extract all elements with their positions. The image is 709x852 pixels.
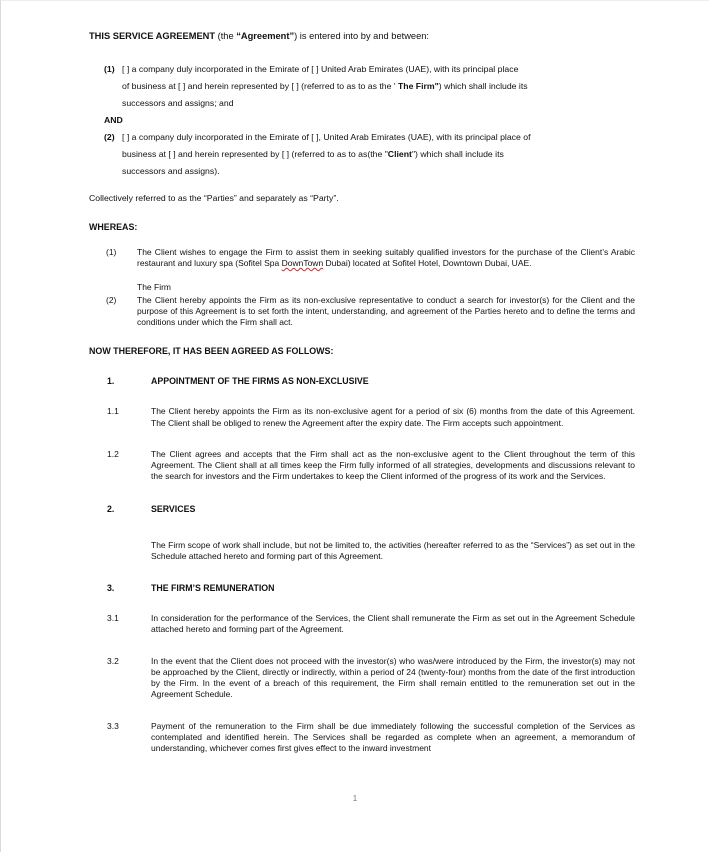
party-1-line-3: successors and assigns; and [122, 98, 234, 109]
whereas-item-2-text: The Client hereby appoints the Firm as its non-exclusive representative to conduct a search for investor(s) for the Client and the purpose of this Agreement is to set forth the intent, understanding, and agreement of the Parties hereto and to define the terms and conditions under which the Firm shall act. [137, 294, 635, 328]
clause-2-title: SERVICES [151, 503, 196, 514]
agreement-opening-mid: (the [215, 31, 237, 41]
subclause-3-2-text: In the event that the Client does not proceed with the investor(s) who was/were introduced by the Firm, the investor(s) may not be approached by the Client, directly or indirectly, within a period of 24 (twenty-four) months from the date of the first introduction by the Firm. In the event of a breach of this requirement, the Firm shall remain entitled to the remuneration set out in the Agreement Schedule. [151, 655, 635, 700]
now-therefore-heading: NOW THEREFORE, IT HAS BEEN AGREED AS FOLLOWS: [89, 345, 334, 356]
whereas-item-1-number: (1) [106, 246, 117, 257]
now-therefore-text: NOW THEREFORE, IT HAS BEEN AGREED AS FOLLOWS [89, 345, 331, 356]
party-1-line-2-pre: of business at [ ] and herein represented by [ ] (referred to as to as the ' [122, 81, 398, 92]
party-1-line-1: [ ] a company duly incorporated in the Emirate of [ ] United Arab Emirates (UAE), with its principal place [122, 64, 519, 75]
subclause-3-1-text: In consideration for the performance of the Services, the Client shall remunerate the Firm as set out in the Agreement Schedule attached hereto and forming part of the Agreement. [151, 612, 635, 635]
the-firm-stray-line: The Firm [137, 282, 171, 293]
subclause-3-3 [89, 721, 635, 755]
clause-2-number: 2. [107, 503, 115, 514]
party-2-defined-term: Client [387, 149, 412, 159]
subclause-3-1-number: 3.1 [107, 612, 119, 623]
clause-heading-2 [89, 505, 635, 514]
party-2-line-1: [ ] a company duly incorporated in the Emirate of [ ], United Arab Emirates (UAE), with its principal place of [122, 132, 531, 143]
subclause-3-2 [89, 656, 635, 701]
party-2-line-2-pre: business at [ ] and herein represented by [ ] (referred to as to as(the " [122, 149, 388, 159]
clause-3-title: THE FIRM’S REMUNERATION [151, 583, 275, 594]
subclause-1-1 [89, 406, 635, 429]
whereas-list [89, 247, 635, 329]
whereas-item-1 [89, 247, 635, 270]
party-1-number: (1) [104, 64, 115, 75]
subclause-1-2-number: 1.2 [107, 448, 119, 459]
party-1-line-2-post: ) which shall include its [438, 81, 528, 92]
party-1-line-2 [122, 78, 635, 95]
whereas-heading-text: WHEREAS [89, 221, 135, 232]
agreement-opening-tail: ) is entered into by and between: [294, 31, 430, 41]
spellcheck-flagged-word: DownTown [281, 258, 324, 269]
clause-1-title: APPOINTMENT OF THE FIRMS AS NON-EXCLUSIVE [151, 376, 369, 387]
subclause-1-2 [89, 449, 635, 483]
party-2-line-2-post: ") which shall include its [411, 149, 504, 159]
whereas-item-2 [89, 295, 635, 329]
collectively-paragraph: Collectively referred to as the “Parties” and separately as “Party”. [89, 192, 339, 203]
subclause-1-2-text: The Client agrees and accepts that the Firm shall act as the non-exclusive agent to the Client throughout the term of this Agreement. The Client shall at all times keep the Firm fully informed of all strategies, developments and discussions relevant to the search for investors and the Firm undertakes to keep the Client informed of the progress of its work and the Services. [151, 448, 635, 482]
and-connector: AND [104, 115, 123, 126]
whereas-item-2-number: (2) [106, 294, 117, 305]
subclause-1-1-text: The Client hereby appoints the Firm as its non-exclusive agent for a period of six (6) months from the date of this Agreement. The Client shall be obliged to renew the Agreement after the expiry date. The Firm accepts such appointment. [151, 406, 635, 428]
party-item-2 [89, 129, 635, 180]
subclause-1-1-number: 1.1 [107, 406, 119, 417]
party-2-line-3: successors and assigns). [122, 165, 220, 176]
whereas-item-1-text-post: Dubai) located at Sofitel Hotel, Downtown Dubai, UAE. [323, 258, 532, 269]
agreement-title: THIS SERVICE AGREEMENT [89, 31, 216, 41]
subclause-3-3-text: Payment of the remuneration to the Firm shall be due immediately following the successful completion of the Services as contemplated and identified herein. The Services shall be regarded as complete when an agreement, a memorandum of understanding, whichever comes first gives effect to the inward investment [151, 720, 635, 754]
clause-heading-1 [89, 377, 635, 386]
document-body [89, 31, 635, 755]
clause-2-body: The Firm scope of work shall include, but not be limited to, the activities (hereafter referred to as the “Services”) as set out in the Schedule attached hereto and forming part of this Agreement. [151, 539, 635, 561]
clause-heading-3 [89, 584, 635, 593]
clause-1-number: 1. [107, 376, 115, 387]
party-2-number: (2) [104, 132, 115, 143]
subclause-3-2-number: 3.2 [107, 655, 119, 666]
clause-3-number: 3. [107, 583, 115, 594]
subclause-3-1 [89, 613, 635, 636]
whereas-heading: WHEREAS: [89, 221, 138, 232]
party-1-defined-term: The Firm" [397, 81, 439, 92]
party-2-line-2 [122, 146, 635, 163]
agreement-defined-term: “Agreement” [236, 31, 295, 41]
agreement-opening-paragraph [89, 31, 635, 42]
subclause-3-3-number: 3.3 [107, 720, 119, 731]
party-item-1 [89, 61, 635, 112]
whereas-item-1-text-pre: The Client wishes to engage the Firm to assist them in seeking suitably qualified investors for the purchase of the Client’s Arabic restaurant and luxury spa (Sofitel Spa [137, 246, 635, 269]
page-number-footer: 1 [352, 794, 358, 803]
